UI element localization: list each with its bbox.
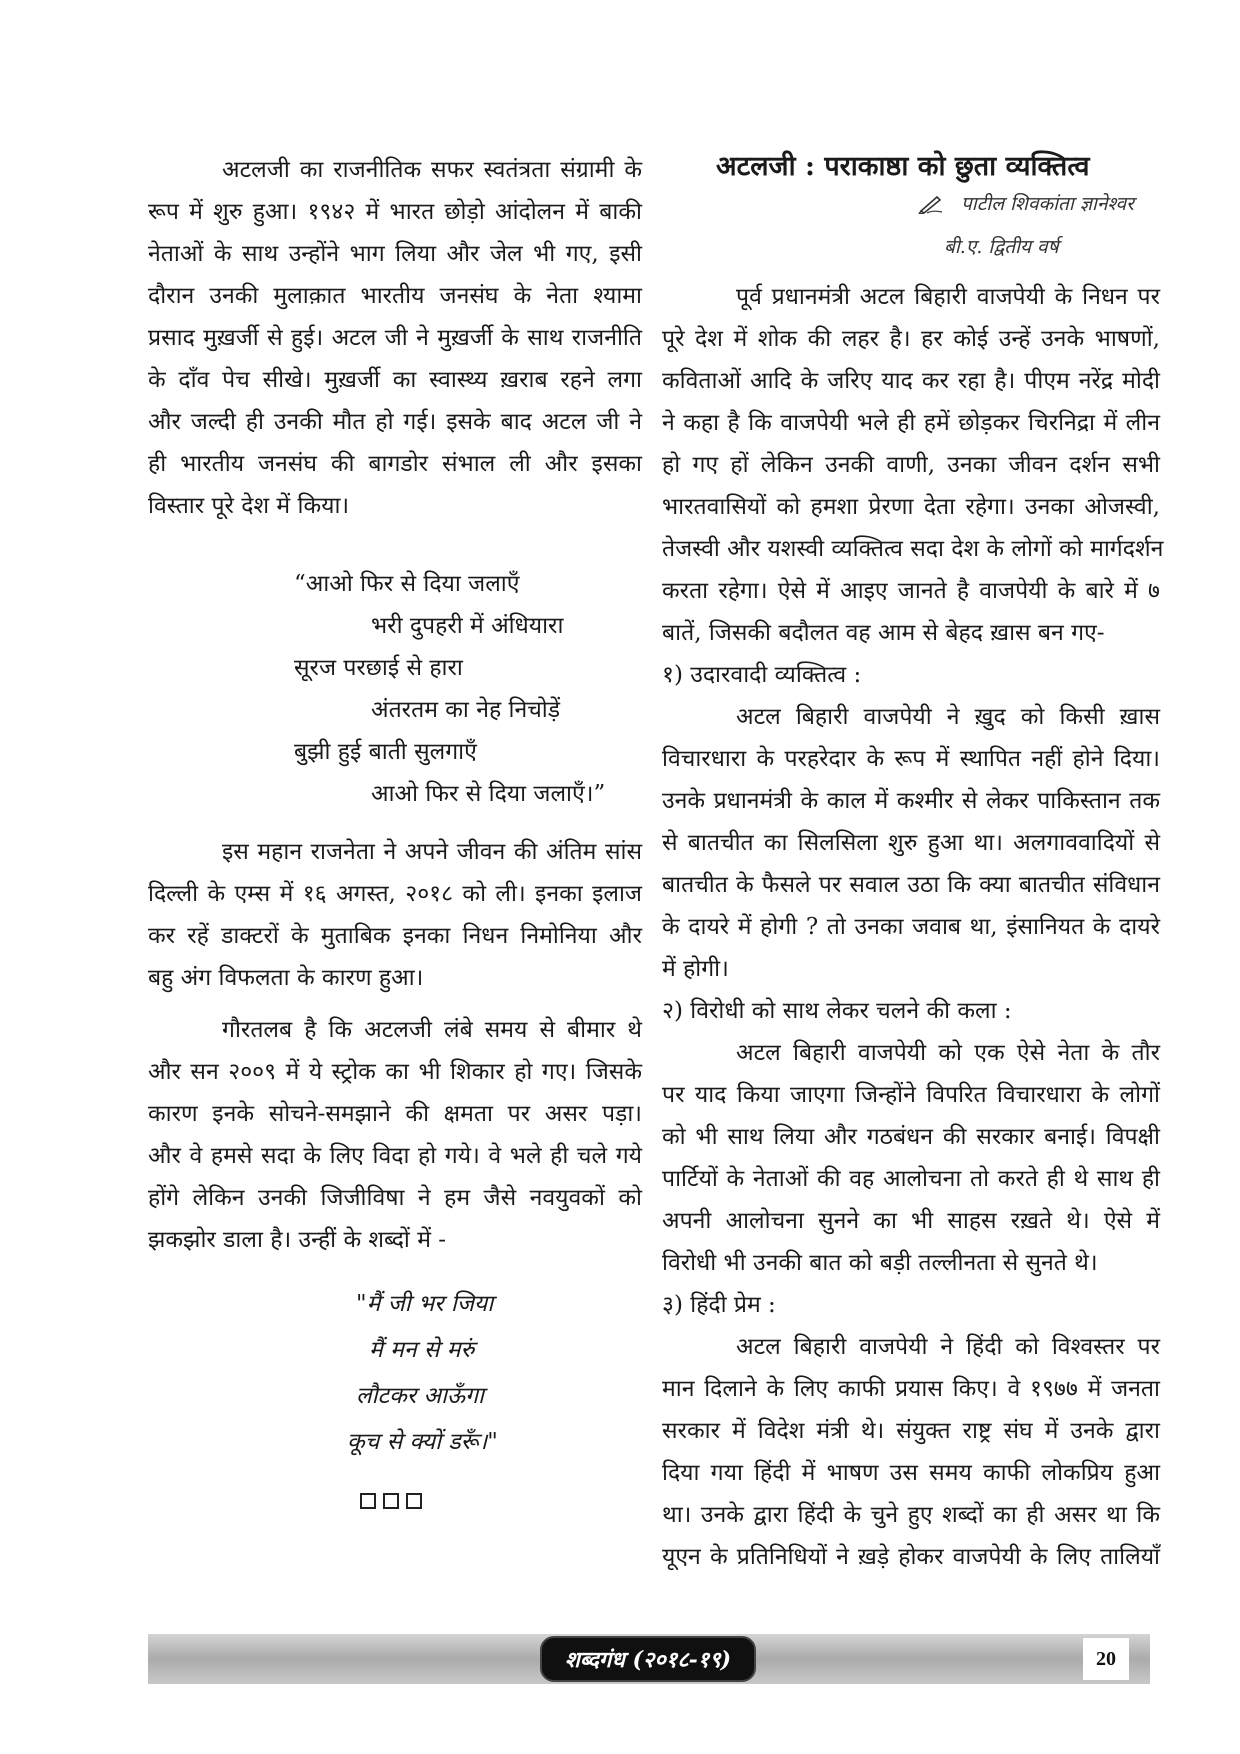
text-line: में होगी। xyxy=(662,956,729,982)
text-line: दिया गया हिंदी में भाषण उस समय काफी लोकप्रिय हुआ xyxy=(662,1460,1160,1486)
text-line: उनके प्रधानमंत्री के काल में कश्मीर से लेकर पाकिस्तान तक xyxy=(662,788,1160,814)
text-line: नेताओं के साथ उन्होंने भाग लिया और जेल भी गए, इसी xyxy=(148,241,642,267)
text-line: प्रसाद मुख़र्जी से हुई। अटल जी ने मुख़र्जी के साथ राजनीति xyxy=(148,325,642,351)
poem-line: मैं मन से मरुं xyxy=(369,1337,475,1363)
page-number: 20 xyxy=(1083,1638,1129,1680)
poem-line: लौटकर आऊँगा xyxy=(356,1383,484,1409)
text-line: विरोधी भी उनकी बात को बड़ी तल्लीनता से सुनते थे। xyxy=(662,1250,1098,1276)
text-line: यूएन के प्रतिनिधियों ने ख़ड़े होकर वाजपेयी के लिए तालियाँ xyxy=(662,1544,1160,1570)
poem-line: अंतरतम का नेह निचोड़ें xyxy=(371,697,561,723)
text-line: हो गए हों लेकिन उनकी वाणी, उनका जीवन दर्शन सभी xyxy=(662,452,1160,478)
poem-line: भरी दुपहरी में अंधियारा xyxy=(371,613,564,639)
poem-line: बुझी हुई बाती सुलगाएँ xyxy=(294,739,477,765)
text-line: कारण इनके सोचने-समझाने की क्षमता पर असर पड़ा। xyxy=(148,1101,642,1127)
text-line: करता रहेगा। ऐसे में आइए जानते है वाजपेयी के बारे में ७ xyxy=(662,578,1160,604)
text-line: विस्तार पूरे देश में किया। xyxy=(148,493,350,519)
text-line: विचारधारा के परहरेदार के रूप में स्थापित नहीं होने दिया। xyxy=(662,746,1160,772)
text-line: ने कहा है कि वाजपेयी भले ही हमें छोड़कर चिरनिद्रा में लीन xyxy=(662,410,1160,436)
text-line: रूप में शुरु हुआ। १९४२ में भारत छोड़ो आंदोलन में बाकी xyxy=(148,199,642,225)
text-line: और वे हमसे सदा के लिए विदा हो गये। वे भले ही चले गये xyxy=(148,1143,643,1169)
text-line: से बातचीत का सिलसिला शुरु हुआ था। अलगाववादियों से xyxy=(662,830,1160,856)
end-square xyxy=(383,1493,399,1509)
text-line: बातें, जिसकी बदौलत वह आम से बेहद ख़ास बन गए- xyxy=(662,620,1105,646)
poem-line: “आओ फिर से दिया जलाएँ xyxy=(294,571,520,597)
magazine-name: शब्दगंध (२०१८-१९) xyxy=(540,1636,756,1682)
text-line: ही भारतीय जनसंघ की बागडोर संभाल ली और इसका xyxy=(148,451,642,477)
text-line: के दाँव पेच सीखे। मुख़र्जी का स्वास्थ्य ख़राब रहने लगा xyxy=(148,367,642,393)
poem-line: कूच से क्यों डरूँ।" xyxy=(347,1429,498,1455)
text-line: और सन २००९ में ये स्ट्रोक का भी शिकार हो गए। जिसके xyxy=(148,1059,642,1085)
text-line: अटलजी का राजनीतिक सफर स्वतंत्रता संग्रामी के xyxy=(222,157,642,183)
end-square xyxy=(406,1493,422,1509)
text-line: था। उनके द्वारा हिंदी के चुने हुए शब्दों का ही असर था कि xyxy=(662,1502,1160,1528)
text-line: इस महान राजनेता ने अपने जीवन की अंतिम सांस xyxy=(222,839,642,865)
text-line: सरकार में विदेश मंत्री थे। संयुक्त राष्ट्र संघ में उनके द्वारा xyxy=(662,1418,1160,1444)
article-author: पाटील शिवकांता ज्ञानेश्वर xyxy=(961,193,1134,215)
text-line: बहु अंग विफलता के कारण हुआ। xyxy=(148,965,424,991)
text-line: दिल्ली के एम्स में १६ अगस्त, २०१८ को ली। इनका इलाज xyxy=(148,881,642,907)
text-line: भारतवासियों को हमशा प्रेरणा देता रहेगा। उनका ओजस्वी, xyxy=(662,494,1160,520)
section-heading: ३) हिंदी प्रेम : xyxy=(662,1292,776,1318)
text-line: अटल बिहारी वाजपेयी ने ख़ुद को किसी ख़ास xyxy=(736,704,1160,730)
text-line: के दायरे में होगी ? तो उनका जवाब था, इंसानियत के दायरे xyxy=(662,914,1160,940)
text-line: पूरे देश में शोक की लहर है। हर कोई उन्हें उनके भाषणों, xyxy=(662,326,1160,352)
text-line: दौरान उनकी मुलाक़ात भारतीय जनसंघ के नेता श्यामा xyxy=(148,283,642,309)
end-square xyxy=(360,1493,376,1509)
text-line: मान दिलाने के लिए काफी प्रयास किए। वे १९७७ में जनता xyxy=(662,1376,1160,1402)
poem-line: "मैं जी भर जिया xyxy=(356,1291,494,1317)
text-line: पूर्व प्रधानमंत्री अटल बिहारी वाजपेयी के निधन पर xyxy=(736,284,1160,310)
text-line: अटल बिहारी वाजपेयी ने हिंदी को विश्वस्तर पर xyxy=(736,1334,1160,1360)
poem-line: सूरज परछाई से हारा xyxy=(294,655,463,681)
poem-line: आओ फिर से दिया जलाएँ।” xyxy=(371,781,606,807)
article-title: अटलजी : पराकाष्ठा को छुता व्यक्तित्व xyxy=(716,151,1090,182)
text-line: झकझोर डाला है। उन्हीं के शब्दों में - xyxy=(148,1227,447,1253)
text-line: अटल बिहारी वाजपेयी को एक ऐसे नेता के तौर xyxy=(736,1040,1160,1066)
text-line: तेजस्वी और यशस्वी व्यक्तित्व सदा देश के लोगों को मार्गदर्शन xyxy=(662,536,1164,562)
text-line: कर रहें डाक्टरों के मुताबिक इनका निधन निमोनिया और xyxy=(148,923,642,949)
end-marker xyxy=(360,1493,422,1509)
text-line: अपनी आलोचना सुनने का भी साहस रख़ते थे। ऐसे में xyxy=(662,1208,1160,1234)
section-heading: २) विरोधी को साथ लेकर चलने की कला : xyxy=(662,998,1012,1024)
text-line: गौरतलब है कि अटलजी लंबे समय से बीमार थे xyxy=(222,1017,642,1043)
text-line: को भी साथ लिया और गठबंधन की सरकार बनाई। विपक्षी xyxy=(662,1124,1160,1150)
text-line: होंगे लेकिन उनकी जिजीविषा ने हम जैसे नवयुवकों को xyxy=(148,1185,642,1211)
section-heading: १) उदारवादी व्यक्तित्व : xyxy=(662,662,862,688)
text-line: पर याद किया जाएगा जिन्होंने विपरित विचारधारा के लोगों xyxy=(662,1082,1160,1108)
pen-icon xyxy=(918,194,944,214)
text-line: कविताओं आदि के जरिए याद कर रहा है। पीएम नरेंद्र मोदी xyxy=(662,368,1160,394)
text-line: पार्टियों के नेताओं की वह आलोचना तो करते ही थे साथ ही xyxy=(662,1166,1160,1192)
article-class: बी.ए. द्वितीय वर्ष xyxy=(944,236,1059,258)
text-line: और जल्दी ही उनकी मौत हो गई। इसके बाद अटल जी ने xyxy=(148,409,642,435)
text-line: बातचीत के फैसले पर सवाल उठा कि क्या बातचीत संविधान xyxy=(662,872,1160,898)
